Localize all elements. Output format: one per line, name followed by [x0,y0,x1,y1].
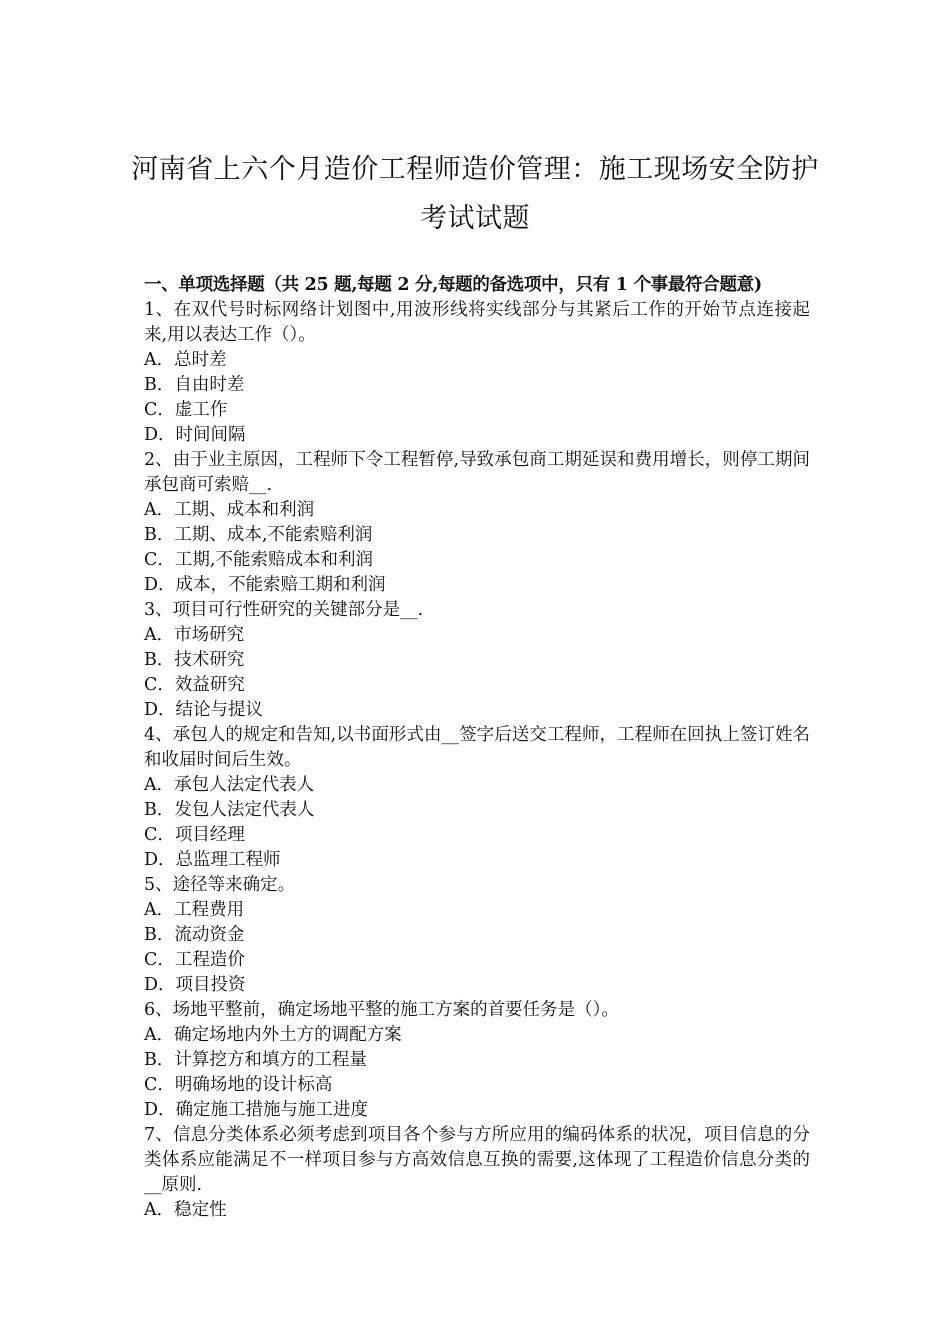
option-a: A．市场研究 [144,625,245,645]
option-d: D．项目投资 [144,975,246,995]
question-text: 1、在双代号时标网络计划图中,用波形线将实线部分与其紧后工作的开始节点连接起来,用以表达工作（）。 [144,300,810,345]
question-text: 6、场地平整前，确定场地平整的施工方案的首要任务是（）。 [144,1000,619,1020]
option-d: D．总监理工程师 [144,850,281,870]
question-3 [144,598,810,723]
document-title-line-1: 河南省上六个月造价工程师造价管理：施工现场安全防护 [131,154,819,185]
option-c: C．明确场地的设计标高 [144,1075,333,1095]
section-heading: 一、单项选择题（共 25 题,每题 2 分,每题的备选项中，只有 1 个事最符合题意) [144,275,762,295]
question-text: 7、信息分类体系必须考虑到项目各个参与方所应用的编码体系的状况，项目信息的分类体系应能满足不一样项目参与方高效信息互换的需要,这体现了工程造价信息分类的__原则. [144,1125,810,1195]
document-title-line-2: 考试试题 [420,203,530,234]
option-a: A．工期、成本和利润 [144,500,315,520]
question-2 [144,448,810,598]
question-1 [144,298,810,448]
option-c: C．工程造价 [144,950,245,970]
option-c: C．效益研究 [144,675,245,695]
option-b: B．流动资金 [144,925,245,945]
question-5 [144,873,810,998]
option-b: B．计算挖方和填方的工程量 [144,1050,367,1070]
option-c: C．项目经理 [144,825,245,845]
option-b: B．发包人法定代表人 [144,800,315,820]
option-c: C．工期,不能索赔成本和利润 [144,550,373,570]
option-b: B．工期、成本,不能索赔利润 [144,525,373,545]
option-b: B．自由时差 [144,375,245,395]
question-6 [144,998,810,1123]
document-body [144,273,810,1223]
option-a: A．稳定性 [144,1200,227,1220]
question-7 [144,1123,810,1223]
option-d: D．时间间隔 [144,425,246,445]
option-c: C．虚工作 [144,400,228,420]
option-a: A．确定场地内外土方的调配方案 [144,1025,402,1045]
question-4 [144,723,810,873]
question-text: 5、途径等来确定。 [144,875,296,895]
option-d: D．结论与提议 [144,700,264,720]
option-a: A．承包人法定代表人 [144,775,315,795]
question-text: 3、项目可行性研究的关键部分是__. [144,600,424,620]
option-b: B．技术研究 [144,650,245,670]
option-d: D．成本，不能索赔工期和利润 [144,575,386,595]
option-d: D．确定施工措施与施工进度 [144,1100,369,1120]
option-a: A．工程费用 [144,900,245,920]
question-text: 4、承包人的规定和告知,以书面形式由__签字后送交工程师，工程师在回执上签订姓名和收届时间后生效。 [144,725,810,770]
question-text: 2、由于业主原因，工程师下令工程暂停,导致承包商工期延误和费用增长，则停工期间承包商可索赔__. [144,450,810,495]
option-a: A．总时差 [144,350,227,370]
